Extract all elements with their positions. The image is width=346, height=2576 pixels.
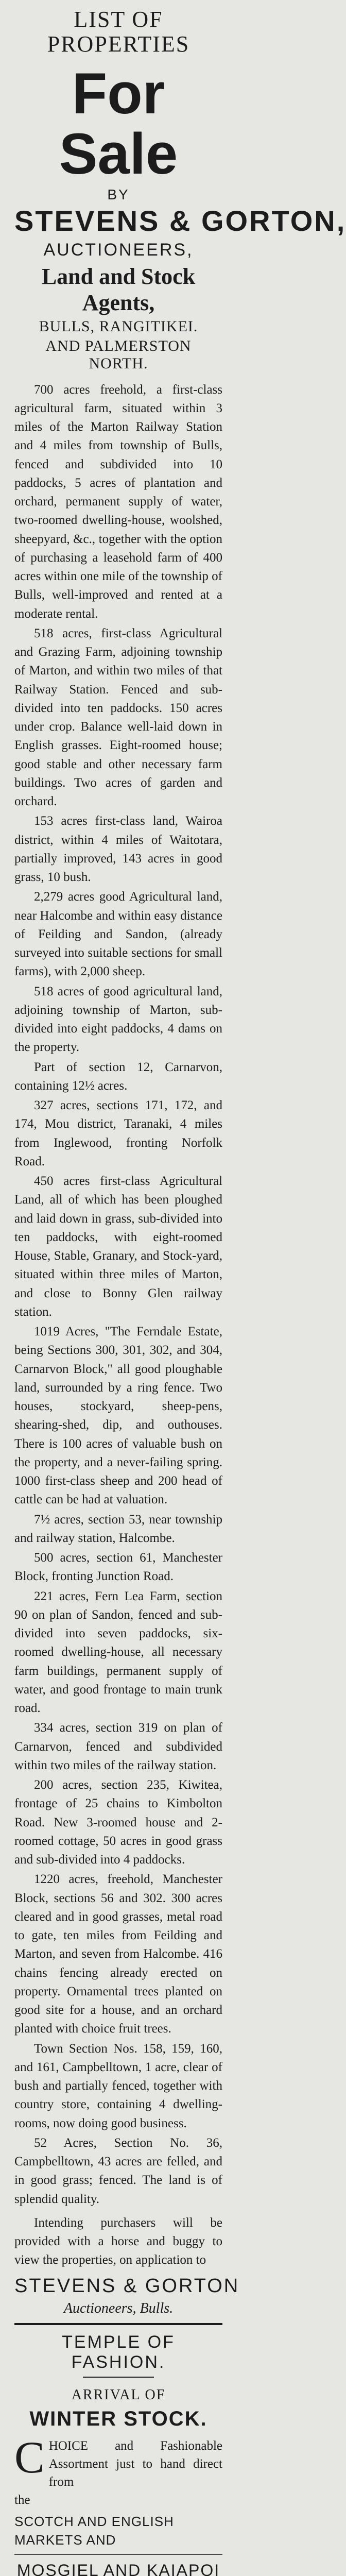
signature-name: STEVENS & GORTON (14, 2275, 240, 2297)
property-entry: 518 acres of good agricultural land, adjoining township of Marton, sub-divided into eight paddocks, 4 dams on the property. (14, 984, 222, 1055)
thin-divider (14, 2554, 222, 2555)
section-divider (14, 2323, 222, 2325)
place-line-1: BULLS, RANGITIKEI. (39, 317, 198, 335)
arrival-line: ARRIVAL OF (71, 2386, 166, 2403)
property-entry: 327 acres, sections 171, 172, and 174, Mou district, Taranaki, 4 miles from Inglewood, fronting Norfolk Road. (14, 1098, 222, 1168)
property-entry: 500 acres, section 61, Manchester Block, fronting Junction Road. (14, 1551, 222, 1584)
property-entry: 153 acres first-class land, Wairoa district, within 4 miles of Waitotara, partially improved, 143 acres in good grass, 10 bush. (14, 814, 222, 885)
by-line: BY (107, 186, 130, 202)
winter-stock-line: WINTER STOCK. (29, 2407, 207, 2430)
property-entry: 1019 Acres, "The Ferndale Estate, being Sections 300, 301, 302, and 304, Carnarvon Block," all good ploughable land, surrounded by a ring fence. Two houses, stockyard, sheep-pens, shearing-shed, dip, and outhouses. There is 100 acres of valuable bush on the property, and a never-failing spring. 1000 first-class sheep and 200 head of cattle can be had at valuation. (14, 1325, 222, 1507)
property-entry: 200 acres, section 235, Kiwitea, frontage of 25 chains to Kimbolton Road. New 3-roomed house and 2-roomed cottage, 50 acres in good grass and sub-divided into 4 paddocks. (14, 1778, 222, 1867)
header-top: LIST OF PROPERTIES (47, 7, 190, 57)
advertisement-column (14, 0, 346, 2576)
property-entry: 52 Acres, Section No. 36, Campbelltown, 43 acres are felled, and in good grass; fenced. The land is of splendid quality. (14, 2136, 222, 2206)
property-entry: 221 acres, Fern Lea Farm, section 90 on plan of Sandon, fenced and sub-divided into seven paddocks, six-roomed dwelling-house, all necessary farm buildings, permanent supply of water, and good frontage to main trunk road. (14, 1589, 222, 1716)
closing-text: Intending purchasers will be provided with a horse and buggy to view the properties, on application to (14, 2215, 222, 2267)
property-entry: Part of section 12, Carnarvon, containing 12½ acres. (14, 1060, 222, 1093)
property-entry: Town Section Nos. 158, 159, 160, and 161, Campbelltown, 1 acre, clear of bush and partially fenced, together with country store, containing 4 dwelling-rooms, now doing good business. (14, 2041, 222, 2130)
stock-description (14, 2432, 222, 2550)
place-line-2: AND PALMERSTON NORTH. (45, 337, 192, 372)
property-entry: 7½ acres, section 53, near township and railway station, Halcombe. (14, 1512, 222, 1545)
property-entry: 450 acres first-class Agricultural Land, all of which has been ploughed and laid down in grass, sub-divided into ten paddocks, with eight-roomed House, Stable, Granary, and Stock-yard, situated within three miles of Marton, and close to Bonny Glen railway station. (14, 1174, 222, 1319)
drop-cap: C (14, 2432, 45, 2483)
signature-subtitle: Auctioneers, Bulls. (63, 2300, 174, 2316)
property-advertisement (14, 7, 346, 2317)
ad-title: For Sale (59, 61, 178, 187)
property-entry: 1220 acres, freehold, Manchester Block, sections 56 and 302. 300 acres cleared and in good grasses, metal road to gate, ten miles from Feilding and Marton, and seven from Halcombe. 416 chains fencing already erected on property. Ornamental trees planted on good site for a house, and an orchard planted with choice fruit trees. (14, 1872, 222, 2036)
stock-markets-line: SCOTCH AND ENGLISH MARKETS AND (14, 2513, 174, 2548)
shop-heading: TEMPLE OF FASHION. (62, 2332, 175, 2372)
stock-line-2: the (14, 2493, 30, 2507)
firm-name: STEVENS & GORTON, (14, 204, 346, 237)
property-entry: 334 acres, section 319 on plan of Carnarvon, fenced and subdivided within two miles of the railway station. (14, 1721, 222, 1772)
fashion-advertisement (14, 2332, 222, 2576)
stock-line-1: HOICE and Fashionable Assortment just to hand direct from (48, 2438, 222, 2489)
heading-divider (83, 2377, 153, 2378)
firm-role: AUCTIONEERS, (43, 240, 194, 260)
firm-agents: Land and Stock Agents, (41, 263, 196, 315)
property-list (14, 381, 222, 2209)
property-entry: 518 acres, first-class Agricultural and Grazing Farm, adjoining township of Marton, and within two miles of that Railway Station. Fenced and sub-divided into ten paddocks. 150 acres under crop. Balance well-laid down in English grasses. Eight-roomed house; good stable and other necessary farm buildings. Two acres of garden and orchard. (14, 626, 222, 809)
factories-name: MOSGIEL AND KAIAPOI (16, 2561, 220, 2576)
property-entry: 700 acres freehold, a first-class agricultural farm, situated within 3 miles of the Marton Railway Station and 4 miles from township of Bulls, fenced and subdivided into 10 paddocks, 5 acres of plantation and orchard, permanent supply of water, two-roomed dwelling-house, woolshed, sheepyard, &c., together with the option of purchasing a leasehold farm of 400 acres within one mile of the township of Bulls, well-improved and rented at a moderate rental. (14, 382, 222, 621)
property-entry: 2,279 acres good Agricultural land, near Halcombe and within easy distance of Feilding and Sandon, (already surveyed into suitable sections for small farms), with 2,000 sheep. (14, 890, 222, 979)
